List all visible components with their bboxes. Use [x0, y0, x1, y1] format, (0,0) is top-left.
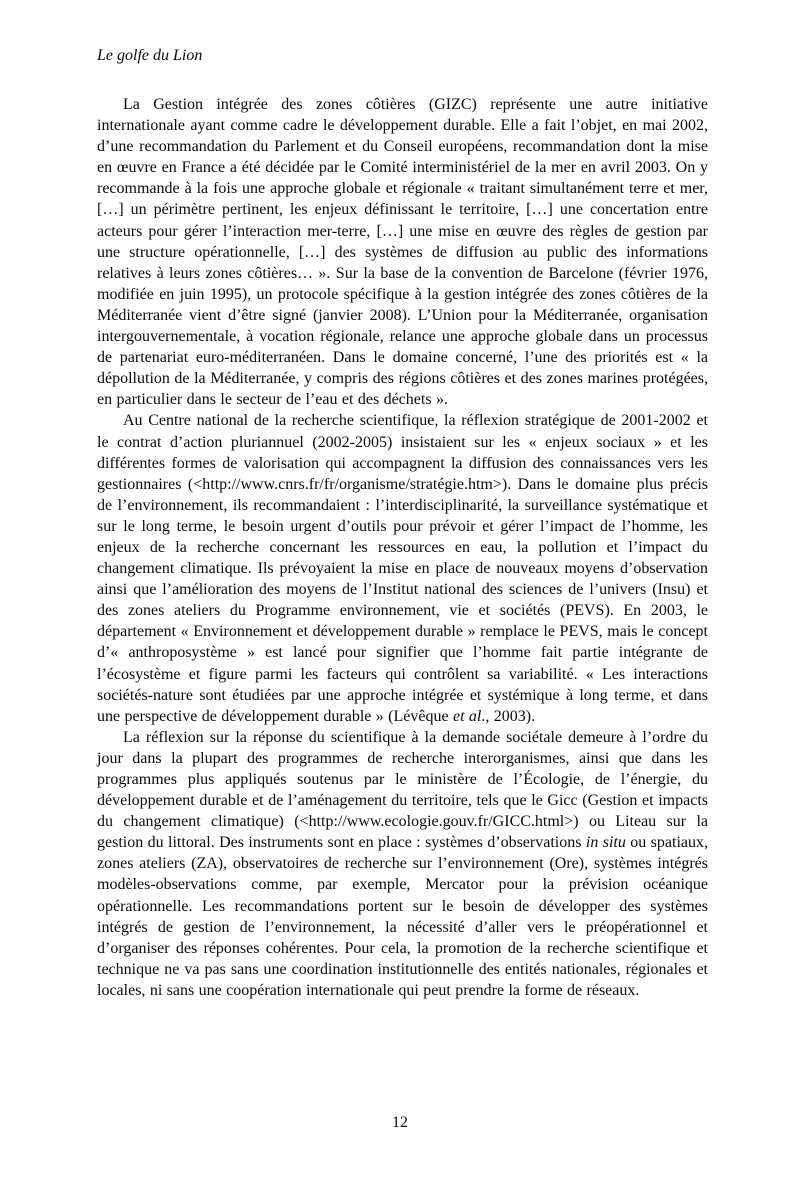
text-segment: Au Centre national de la recherche scientifique, la réflexion stratégique de 2001-2002 et le contrat d’action pluriannuel (2002-2005) insistaient sur les « enjeux sociaux » et les différentes formes de valorisation qui accompagnent la diffusion des connaissances vers les gestionnaires (<http://www.cnrs.fr/fr/organisme/stratégie.htm>). Dans le domaine plus précis de l’environnement, ils recommandaient : l’interdisciplinarité, la surveillance systématique et sur le long terme, le besoin urgent d’outils pour prévoir et gérer l’impact de l’homme, les enjeux de la recherche concernant les ressources en eau, la pollution et l’impact du changement climatique. Ils prévoyaient la mise en place de nouveaux moyens d’observation ainsi que l’amélioration des moyens de l’Institut national des sciences de l’univers (Insu) et des zones ateliers du Programme environnement, vie et sociétés (PEVS). En 2003, le département « Environnement et développement durable » remplace le PEVS, mais le concept d’« anthroposystème » est lancé pour signifier que l’homme fait partie intégrante de l’écosystème et figure parmi les facteurs qui contrôlent sa variabilité. « Les interactions sociétés-nature sont étudiées par une approche intégrée et systémique à long terme, et dans une perspective de développement durable » (Lévêque: [97, 412, 708, 725]
paragraph: [97, 94, 708, 410]
italic-text-segment: et al: [452, 707, 482, 725]
text-segment: La Gestion intégrée des zones côtières (GIZC) représente une autre initiative internationale ayant comme cadre le développement durable. Elle a fait l’objet, en mai 2002, d’une recommandation du Parlement et du Conseil européens, recommandation dont la mise en œuvre en France a été décidée par le Comité interministériel de la mer en avril 2003. On y recommande à la fois une approche globale et régionale « traitant simultanément terre et mer, […] un périmètre pertinent, les enjeux définissant le territoire, […] une concertation entre acteurs pour gérer l’interaction mer-terre, […] une mise en œuvre des règles de gestion par une structure opérationnelle, […] des systèmes de diffusion au public des informations relatives à leurs zones côtières… ». Sur la base de la convention de Barcelone (février 1976, modifiée en juin 1995), un protocole spécifique à la gestion intégrée des zones côtières de la Méditerranée vient d’être signé (janvier 2008). L’Union pour la Méditerranée, organisation intergouvernementale, à vocation régionale, relance une approche globale dans un processus de partenariat euro-méditerranéen. Dans le domaine concerné, l’une des priorités est « la dépollution de la Méditerranée, y compris des régions côtières et des zones marines protégées, en particulier dans le secteur de l’eau et des déchets ».: [97, 96, 708, 409]
text-segment: La réflexion sur la réponse du scientifique à la demande sociétale demeure à l’ordre du jour dans la plupart des programmes de recherche interorganismes, ainsi que dans les programmes plus appliqués soutenus par le ministère de l’Écologie, de l’énergie, du développement durable et de l’aménagement du territoire, tels que le Gicc (Gestion et impacts du changement climatique) (<http://www.ecologie.gouv.fr/GICC.html>) ou Liteau sur la gestion du littoral. Des instruments sont en place : systèmes d’observations: [97, 728, 708, 852]
paragraph: [97, 410, 708, 726]
text-segment: ., 2003).: [481, 707, 536, 725]
running-header: Le golfe du Lion: [97, 47, 203, 64]
page-number: 12: [392, 1114, 408, 1131]
paragraph-list: [97, 94, 708, 1001]
text-segment: ou spatiaux, zones ateliers (ZA), observatoires de recherche sur l’environnement (Ore), systèmes intégrés modèles-observations comme, par exemple, Mercator pour la prévision océanique opérationnelle. Les recommandations portent sur le besoin de développer des systèmes intégrés de gestion de l’environnement, la nécessité d’aller vers le préopérationnel et d’organiser des réponses cohérentes. Pour cela, la promotion de la recherche scientifique et technique ne va pas sans une coordination institutionnelle des entités nationales, régionales et locales, ni sans une coopération internationale qui peut prendre la forme de réseaux.: [97, 834, 708, 999]
italic-text-segment: in situ: [585, 834, 626, 852]
paragraph: [97, 727, 708, 1001]
